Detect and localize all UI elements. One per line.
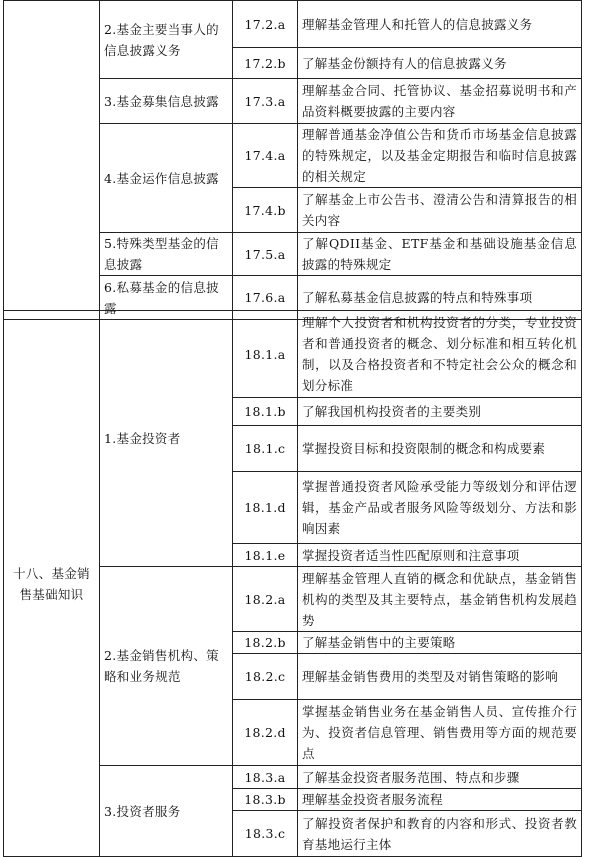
req-17-2-a: 理解基金管理人和托管人的信息披露义务 — [298, 1, 582, 48]
code-18-2-d: 18.2.d — [233, 700, 298, 766]
code-18-3-c: 18.3.c — [233, 811, 298, 857]
code-18-2-c: 18.2.c — [233, 654, 298, 700]
req-18-3-c: 了解投资者保护和教育的内容和形式、投资者教育基地运行主体 — [298, 811, 582, 857]
req-17-5-a: 了解QDII基金、ETF基金和基础设施基金信息披露的特殊规定 — [298, 233, 582, 276]
code-18-1-b: 18.1.b — [233, 398, 298, 426]
section-17-5: 5.特殊类型基金的信息披露 — [100, 233, 233, 276]
req-18-1-d: 掌握普通投资者风险承受能力等级划分和评估逻辑，基金产品或者服务风险等级划分、方法和影响因素 — [298, 472, 582, 544]
code-18-2-b: 18.2.b — [233, 632, 298, 654]
section-18-1: 1.基金投资者 — [100, 311, 233, 567]
req-17-3-a: 理解基金合同、托管协议、基金招募说明书和产品资料概要披露的主要内容 — [298, 79, 582, 124]
req-18-1-a: 理解个人投资者和机构投资者的分类，专业投资者和普通投资者的概念、划分标准和相互转化机制，以及合格投资者和不特定社会公众的概念和划分标准 — [298, 311, 582, 398]
code-17-4-b: 17.4.b — [233, 188, 298, 233]
req-18-3-b: 理解基金投资者服务流程 — [298, 789, 582, 811]
req-17-2-b: 了解基金份额持有人的信息披露义务 — [298, 48, 582, 79]
req-18-1-b: 了解我国机构投资者的主要类别 — [298, 398, 582, 426]
code-18-1-c: 18.1.c — [233, 426, 298, 472]
chapter-17-cell — [4, 1, 100, 320]
code-18-1-a: 18.1.a — [233, 311, 298, 398]
req-17-4-a: 理解普通基金净值公告和货币市场基金信息披露的特殊规定，以及基金定期报告和临时信息披露的相关规定 — [298, 124, 582, 188]
code-18-3-a: 18.3.a — [233, 766, 298, 789]
section-17-6: 6.私募基金的信息披露 — [100, 276, 233, 320]
req-18-3-a: 了解基金投资者服务范围、特点和步骤 — [298, 766, 582, 789]
req-18-2-b: 了解基金销售中的主要策略 — [298, 632, 582, 654]
req-18-2-a: 理解基金管理人直销的概念和优缺点，基金销售机构的类型及其主要特点，基金销售机构发展趋势 — [298, 567, 582, 632]
req-17-4-b: 了解基金上市公告书、澄清公告和清算报告的相关内容 — [298, 188, 582, 233]
req-18-1-c: 掌握投资目标和投资限制的概念和构成要素 — [298, 426, 582, 472]
code-18-2-a: 18.2.a — [233, 567, 298, 632]
section-18-3: 3.投资者服务 — [100, 766, 233, 857]
code-18-1-d: 18.1.d — [233, 472, 298, 544]
section-17-4: 4.基金运作信息披露 — [100, 124, 233, 233]
table-row — [4, 1, 582, 48]
code-17-2-a: 17.2.a — [233, 1, 298, 48]
code-17-3-a: 17.3.a — [233, 79, 298, 124]
syllabus-table — [3, 0, 582, 320]
code-17-4-a: 17.4.a — [233, 124, 298, 188]
chapter-18: 十八、基金销售基础知识 — [4, 311, 100, 857]
code-17-6-a: 17.6.a — [233, 276, 298, 320]
table-row — [4, 311, 582, 398]
code-17-2-b: 17.2.b — [233, 48, 298, 79]
req-18-2-c: 理解基金销售费用的类型及对销售策略的影响 — [298, 654, 582, 700]
code-18-3-b: 18.3.b — [233, 789, 298, 811]
syllabus-table-chapter-18 — [3, 310, 582, 857]
section-17-2: 2.基金主要当事人的信息披露义务 — [100, 1, 233, 79]
req-18-2-d: 掌握基金销售业务在基金销售人员、宣传推介行为、投资者信息管理、销售费用等方面的规范要点 — [298, 700, 582, 766]
code-18-1-e: 18.1.e — [233, 544, 298, 567]
req-17-6-a: 了解私募基金信息披露的特点和特殊事项 — [298, 276, 582, 320]
section-18-2: 2.基金销售机构、策略和业务规范 — [100, 567, 233, 766]
code-17-5-a: 17.5.a — [233, 233, 298, 276]
req-18-1-e: 掌握投资者适当性匹配原则和注意事项 — [298, 544, 582, 567]
section-17-3: 3.基金募集信息披露 — [100, 79, 233, 124]
